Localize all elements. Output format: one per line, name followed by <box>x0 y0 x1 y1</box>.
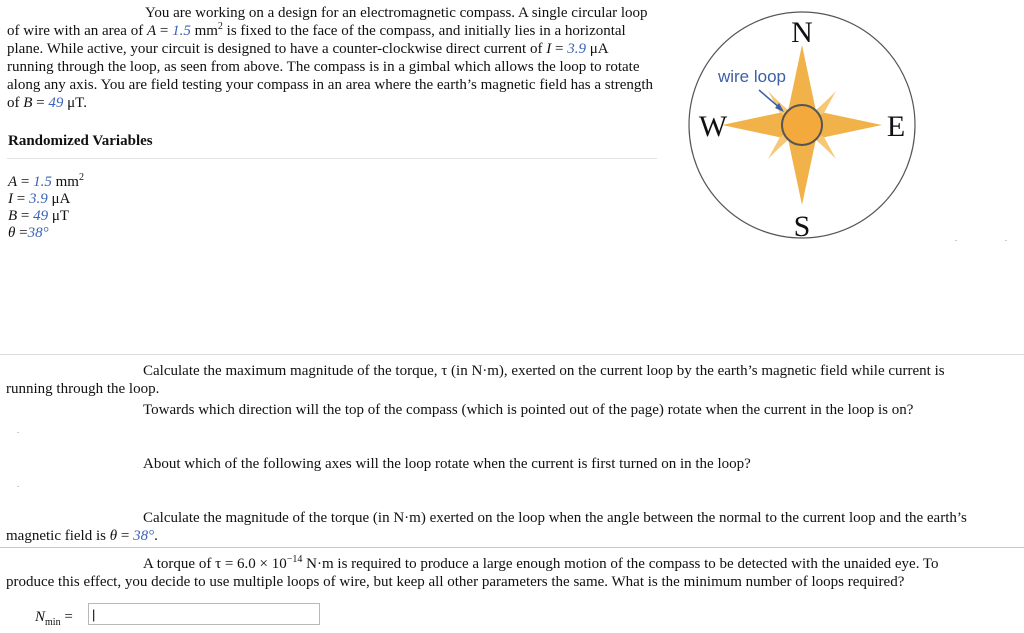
east-label: E <box>886 110 906 143</box>
south-label: S <box>793 210 811 243</box>
artifact-dot <box>955 240 957 241</box>
variable-angle: θ =38° <box>8 225 49 241</box>
question-4: Calculate the magnitude of the torque (in N·m) exerted on the loop when the angle between the normal to the current loop and the earth’s magnetic field is θ = 38°. <box>6 510 967 544</box>
variable-current: I = 3.9 μA <box>8 191 71 207</box>
variable-field: B = 49 μT <box>8 208 70 224</box>
question-2: Towards which direction will the top of the compass (which is pointed out of the page) rotate when the current in the loop is on? <box>143 402 914 418</box>
artifact-dot <box>1005 240 1007 241</box>
section-divider <box>0 547 1024 548</box>
question-3: About which of the following axes will the loop rotate when the current is first turned on in the loop? <box>143 456 751 472</box>
wire-loop-circle <box>782 105 822 145</box>
section-divider <box>0 354 1024 355</box>
randomized-variables-list <box>8 173 84 241</box>
artifact-dot <box>17 486 19 487</box>
divider <box>7 158 657 159</box>
question-5: A torque of $\tau = 6.0 \times 10^{-14}$ N·m is required to produce a large enough motion of the compass to be detected with the unaided eye. To produce this effect, you decide to use multiple loops of wire, but keep all other parameters the same. What is the minimum number of loops required? <box>6 554 939 590</box>
nmin-answer-input[interactable] <box>88 603 320 625</box>
field-value: 49 <box>48 95 64 111</box>
variable-area: A = 1.5 $mm^2$ <box>8 172 84 190</box>
artifact-dot <box>17 432 19 433</box>
compass-figure <box>686 0 956 245</box>
randomized-variables-heading: Randomized Variables <box>8 133 153 149</box>
question-1: Calculate the maximum magnitude of the torque, τ (in N·m), exerted on the current loop by the earth’s magnetic field while current is running through the loop. <box>6 363 945 397</box>
area-value: 1.5 <box>172 23 191 39</box>
north-label: N <box>791 16 813 49</box>
answer-label: $N_{min}$ = <box>35 609 73 628</box>
wire-loop-label: wire loop <box>717 67 787 86</box>
current-value: 3.9 <box>567 41 586 57</box>
problem-statement: You are working on a design for an electromagnetic compass. A single circular loop of wire with an area of A = 1.5 $mm^2$ is fixed to the face of the compass, and initially lies in a horizontal plane. While active, your circuit is designed to have a counter-clockwise direct current of I = 3.9 μA running through the loop, as seen from above. The compass is in a gimbal which allows the loop to rotate along any axis. You are field testing your compass in an area where the earth’s magnetic field has a strength of B = 49 μT. <box>7 5 654 111</box>
west-label: W <box>698 110 728 143</box>
